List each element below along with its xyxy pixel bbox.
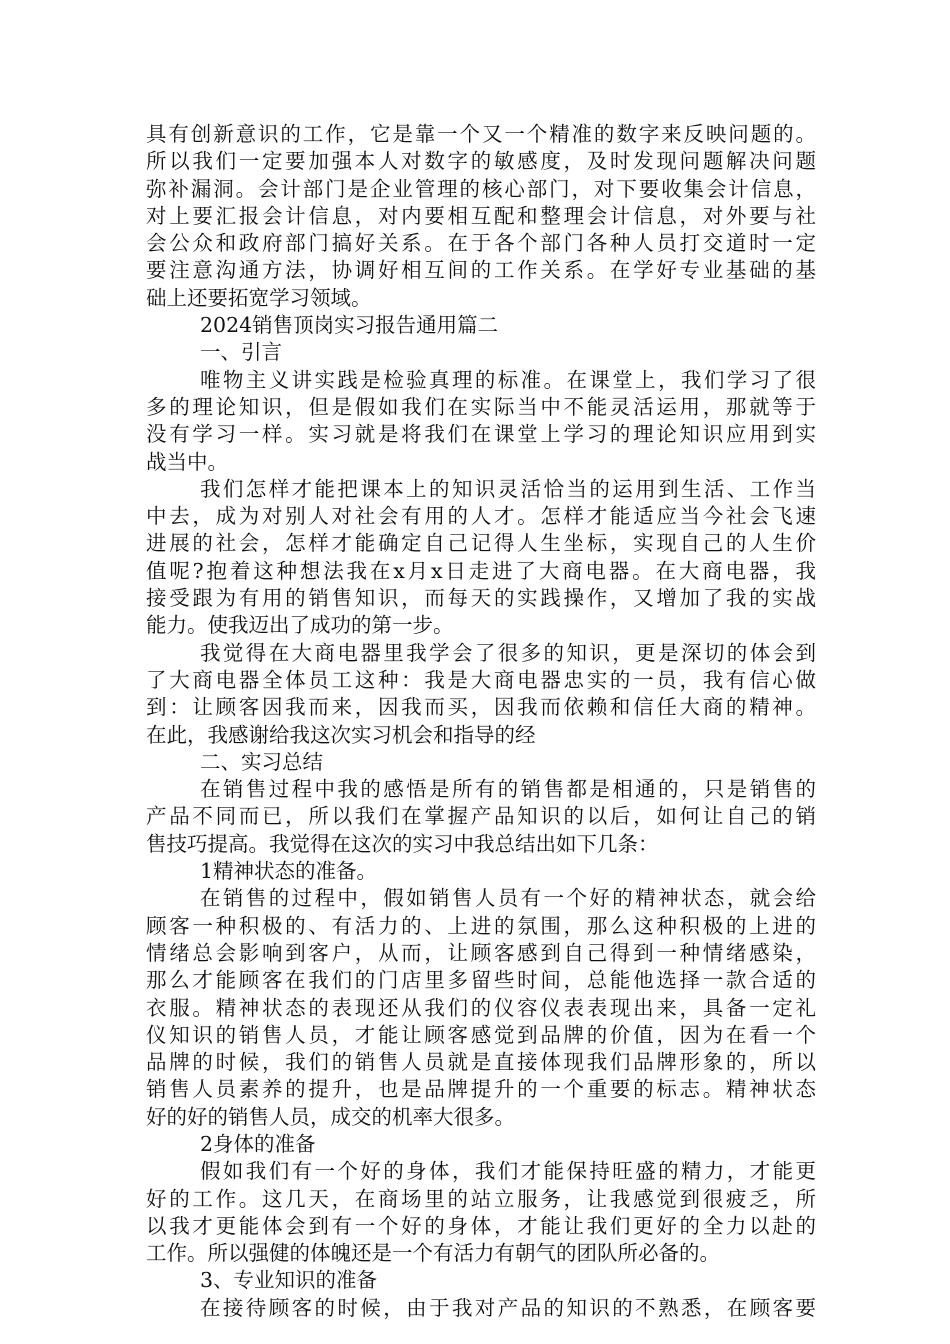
text-line: 础上还要拓宽学习领域。 [146,285,372,310]
text-line: 没有学习一样。实习就是将我们在课堂上学习的理论知识应用到实 [146,422,816,447]
text-line: 所以我们一定要加强本人对数字的敏感度，及时发现问题解决问题 [146,149,816,174]
text-line: 衣服。精神状态的表现还从我们的仪容仪表表现出来，具备一定礼 [146,995,816,1020]
text-line: 在接待顾客的时候，由于我对产品的知识的不熟悉，在顾客要 [200,1295,816,1320]
text-line: 好的好的销售人员，成交的机率大很多。 [146,1104,515,1129]
text-line: 了大商电器全体员工这种：我是大商电器忠实的一员，我有信心做 [146,667,816,692]
text-line: 战当中。 [146,449,228,474]
document-body [146,121,816,1322]
text-line: 我们怎样才能把课本上的知识灵活恰当的运用到生活、工作当 [200,476,816,501]
text-line: 对上要汇报会计信息，对内要相互配和整理会计信息，对外要与社 [146,203,816,228]
text-line: 假如我们有一个好的身体，我们才能保持旺盛的精力，才能更 [200,1159,816,1184]
text-line: 一、引言 [200,340,282,365]
text-line: 1精神状态的准备。 [200,859,378,884]
text-line: 二、实习总结 [200,749,323,774]
text-line: 我觉得在大商电器里我学会了很多的知识，更是深切的体会到 [200,640,816,665]
text-line: 仪知识的销售人员，才能让顾客感觉到品牌的价值，因为在看一个 [146,1022,816,1047]
text-line: 多的理论知识，但是假如我们在实际当中不能灵活运用，那就等于 [146,394,816,419]
text-line: 那么才能顾客在我们的门店里多留些时间，总能他选择一款合适的 [146,968,816,993]
text-line: 弥补漏洞。会计部门是企业管理的核心部门，对下要收集会计信息， [146,176,816,201]
text-line: 进展的社会，怎样才能确定自己记得人生坐标，实现自己的人生价 [146,531,816,556]
text-line: 情绪总会影响到客户，从而，让顾客感到自己得到一种情绪感染， [146,940,816,965]
text-line: 顾客一种积极的、有活力的、上进的氛围，那么这种积极的上进的 [146,913,816,938]
text-line: 会公众和政府部门搞好关系。在于各个部门各种人员打交道时一定 [146,231,816,256]
text-line: 2身体的准备 [200,1131,316,1156]
text-line: 在销售的过程中，假如销售人员有一个好的精神状态，就会给 [200,886,816,911]
text-line: 2024销售顶岗实习报告通用篇二 [200,313,499,338]
text-line: 唯物主义讲实践是检验真理的标准。在课堂上，我们学习了很 [200,367,816,392]
text-line: 售技巧提高。我觉得在这次的实习中我总结出如下几条： [146,831,659,856]
text-line: 中去，成为对别人对社会有用的人才。怎样才能适应当今社会飞速 [146,504,816,529]
text-line: 接受跟为有用的销售知识，而每天的实践操作，又增加了我的实战 [146,586,816,611]
text-line: 产品不同而已，所以我们在掌握产品知识的以后，如何让自己的销 [146,804,816,829]
text-line: 销售人员素养的提升，也是品牌提升的一个重要的标志。精神状态 [146,1077,816,1102]
text-line: 要注意沟通方法，协调好相互间的工作关系。在学好专业基础的基 [146,258,816,283]
text-line: 到：让顾客因我而来，因我而买，因我而依赖和信任大商的精神。 [146,695,816,720]
text-line: 品牌的时候，我们的销售人员就是直接体现我们品牌形象的，所以 [146,1050,816,1075]
text-line: 好的工作。这几天，在商场里的站立服务，让我感觉到很疲乏，所 [146,1186,816,1211]
text-line: 在此，我感谢给我这次实习机会和指导的经 [146,722,536,747]
text-line: 以我才更能体会到有一个好的身体，才能让我们更好的全力以赴的 [146,1213,816,1238]
text-line: 工作。所以强健的体魄还是一个有活力有朝气的团队所必备的。 [146,1241,720,1266]
text-line: 能力。使我迈出了成功的第一步。 [146,613,454,638]
text-line: 3、专业知识的准备 [200,1268,378,1293]
text-line: 值呢?抱着这种想法我在x月x日走进了大商电器。在大商电器，我 [146,558,816,583]
text-line: 在销售过程中我的感悟是所有的销售都是相通的，只是销售的 [200,777,816,802]
text-line: 具有创新意识的工作，它是靠一个又一个精准的数字来反映问题的。 [146,122,816,146]
